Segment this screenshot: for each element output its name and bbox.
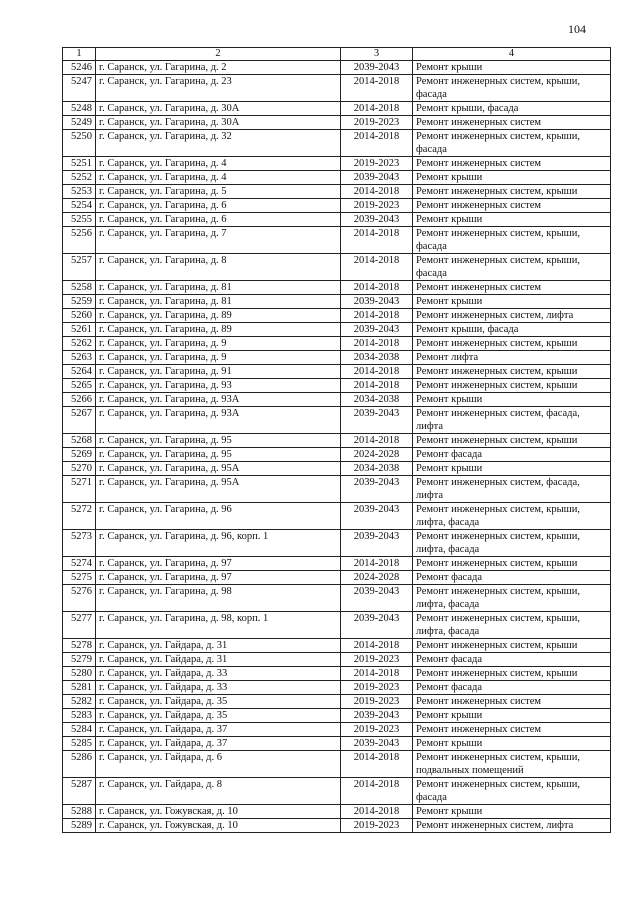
table-row: [63, 61, 611, 75]
work-type-cell: Ремонт крыши: [413, 213, 611, 227]
table-row: [63, 462, 611, 476]
table-row: [63, 681, 611, 695]
table-row: [63, 365, 611, 379]
row-number-cell: 5248: [63, 102, 96, 116]
row-number-cell: 5288: [63, 805, 96, 819]
table-header: [63, 48, 611, 61]
address-cell: г. Саранск, ул. Гайдара, д. 31: [96, 653, 341, 667]
row-number-cell: 5279: [63, 653, 96, 667]
address-cell: г. Саранск, ул. Гагарина, д. 95А: [96, 476, 341, 503]
table-row: [63, 448, 611, 462]
work-type-cell: Ремонт лифта: [413, 351, 611, 365]
table-row: [63, 157, 611, 171]
work-type-cell: Ремонт инженерных систем, крыши, фасада: [413, 75, 611, 102]
table-row: [63, 695, 611, 709]
table-row: [63, 503, 611, 530]
address-cell: г. Саранск, ул. Гагарина, д. 91: [96, 365, 341, 379]
address-cell: г. Саранск, ул. Гагарина, д. 81: [96, 295, 341, 309]
row-number-cell: 5252: [63, 171, 96, 185]
row-number-cell: 5281: [63, 681, 96, 695]
row-number-cell: 5264: [63, 365, 96, 379]
header-col-4: 4: [413, 48, 611, 61]
address-cell: г. Саранск, ул. Гагарина, д. 95А: [96, 462, 341, 476]
period-cell: 2014-2018: [341, 434, 413, 448]
table-row: [63, 476, 611, 503]
work-type-cell: Ремонт фасада: [413, 653, 611, 667]
work-type-cell: Ремонт инженерных систем, крыши, лифта, фасада: [413, 530, 611, 557]
table-row: [63, 185, 611, 199]
work-type-cell: Ремонт инженерных систем, фасада, лифта: [413, 476, 611, 503]
work-type-cell: Ремонт крыши: [413, 295, 611, 309]
address-cell: г. Саранск, ул. Гайдара, д. 8: [96, 778, 341, 805]
row-number-cell: 5246: [63, 61, 96, 75]
table-row: [63, 639, 611, 653]
table-row: [63, 337, 611, 351]
row-number-cell: 5249: [63, 116, 96, 130]
address-cell: г. Саранск, ул. Гайдара, д. 31: [96, 639, 341, 653]
work-type-cell: Ремонт инженерных систем, лифта: [413, 819, 611, 833]
table-row: [63, 393, 611, 407]
row-number-cell: 5260: [63, 309, 96, 323]
work-type-cell: Ремонт инженерных систем, крыши: [413, 557, 611, 571]
row-number-cell: 5257: [63, 254, 96, 281]
row-number-cell: 5280: [63, 667, 96, 681]
work-type-cell: Ремонт инженерных систем, крыши: [413, 337, 611, 351]
period-cell: 2039-2043: [341, 323, 413, 337]
table-row: [63, 75, 611, 102]
row-number-cell: 5272: [63, 503, 96, 530]
table-row: [63, 530, 611, 557]
period-cell: 2014-2018: [341, 227, 413, 254]
work-type-cell: Ремонт инженерных систем: [413, 695, 611, 709]
period-cell: 2014-2018: [341, 639, 413, 653]
work-type-cell: Ремонт фасада: [413, 571, 611, 585]
period-cell: 2024-2028: [341, 448, 413, 462]
table-row: [63, 709, 611, 723]
period-cell: 2039-2043: [341, 612, 413, 639]
work-type-cell: Ремонт инженерных систем, крыши, лифта, фасада: [413, 612, 611, 639]
row-number-cell: 5284: [63, 723, 96, 737]
table-row: [63, 116, 611, 130]
table-row: [63, 199, 611, 213]
table-row: [63, 612, 611, 639]
address-cell: г. Саранск, ул. Гагарина, д. 96, корп. 1: [96, 530, 341, 557]
address-cell: г. Саранск, ул. Гагарина, д. 95: [96, 434, 341, 448]
work-type-cell: Ремонт инженерных систем, фасада, лифта: [413, 407, 611, 434]
period-cell: 2019-2023: [341, 723, 413, 737]
address-cell: г. Саранск, ул. Гагарина, д. 97: [96, 571, 341, 585]
period-cell: 2034-2038: [341, 462, 413, 476]
row-number-cell: 5283: [63, 709, 96, 723]
work-type-cell: Ремонт инженерных систем: [413, 281, 611, 295]
page-number: 104: [568, 22, 586, 36]
row-number-cell: 5265: [63, 379, 96, 393]
period-cell: 2014-2018: [341, 805, 413, 819]
address-cell: г. Саранск, ул. Гагарина, д. 93А: [96, 393, 341, 407]
work-type-cell: Ремонт крыши: [413, 462, 611, 476]
row-number-cell: 5251: [63, 157, 96, 171]
period-cell: 2014-2018: [341, 281, 413, 295]
period-cell: 2014-2018: [341, 75, 413, 102]
address-cell: г. Саранск, ул. Гагарина, д. 89: [96, 309, 341, 323]
address-cell: г. Саранск, ул. Гагарина, д. 89: [96, 323, 341, 337]
work-type-cell: Ремонт инженерных систем, крыши, подвальных помещений: [413, 751, 611, 778]
table-row: [63, 805, 611, 819]
table-row: [63, 102, 611, 116]
repair-schedule-table: [62, 47, 611, 833]
period-cell: 2039-2043: [341, 213, 413, 227]
period-cell: 2039-2043: [341, 503, 413, 530]
address-cell: г. Саранск, ул. Гагарина, д. 6: [96, 213, 341, 227]
row-number-cell: 5267: [63, 407, 96, 434]
row-number-cell: 5255: [63, 213, 96, 227]
row-number-cell: 5258: [63, 281, 96, 295]
row-number-cell: 5285: [63, 737, 96, 751]
table-row: [63, 281, 611, 295]
period-cell: 2014-2018: [341, 309, 413, 323]
period-cell: 2039-2043: [341, 709, 413, 723]
work-type-cell: Ремонт инженерных систем, крыши: [413, 667, 611, 681]
row-number-cell: 5250: [63, 130, 96, 157]
row-number-cell: 5268: [63, 434, 96, 448]
table-row: [63, 723, 611, 737]
header-col-2: 2: [96, 48, 341, 61]
row-number-cell: 5273: [63, 530, 96, 557]
work-type-cell: Ремонт инженерных систем, крыши: [413, 639, 611, 653]
work-type-cell: Ремонт инженерных систем: [413, 116, 611, 130]
address-cell: г. Саранск, ул. Гагарина, д. 30А: [96, 116, 341, 130]
address-cell: г. Саранск, ул. Гагарина, д. 96: [96, 503, 341, 530]
address-cell: г. Саранск, ул. Гагарина, д. 9: [96, 351, 341, 365]
period-cell: 2039-2043: [341, 530, 413, 557]
period-cell: 2039-2043: [341, 737, 413, 751]
work-type-cell: Ремонт инженерных систем, лифта: [413, 309, 611, 323]
table-row: [63, 819, 611, 833]
period-cell: 2039-2043: [341, 61, 413, 75]
work-type-cell: Ремонт инженерных систем, крыши, фасада: [413, 227, 611, 254]
address-cell: г. Саранск, ул. Гагарина, д. 97: [96, 557, 341, 571]
address-cell: г. Саранск, ул. Гагарина, д. 95: [96, 448, 341, 462]
work-type-cell: Ремонт крыши, фасада: [413, 323, 611, 337]
table-row: [63, 227, 611, 254]
address-cell: г. Саранск, ул. Гагарина, д. 98, корп. 1: [96, 612, 341, 639]
table-row: [63, 667, 611, 681]
address-cell: г. Саранск, ул. Гагарина, д. 4: [96, 171, 341, 185]
header-row: [63, 48, 611, 61]
row-number-cell: 5261: [63, 323, 96, 337]
address-cell: г. Саранск, ул. Гагарина, д. 2: [96, 61, 341, 75]
row-number-cell: 5271: [63, 476, 96, 503]
row-number-cell: 5282: [63, 695, 96, 709]
period-cell: 2019-2023: [341, 653, 413, 667]
period-cell: 2014-2018: [341, 557, 413, 571]
table-row: [63, 571, 611, 585]
work-type-cell: Ремонт инженерных систем, крыши, фасада: [413, 130, 611, 157]
address-cell: г. Саранск, ул. Гайдара, д. 35: [96, 709, 341, 723]
address-cell: г. Саранск, ул. Гайдара, д. 6: [96, 751, 341, 778]
row-number-cell: 5278: [63, 639, 96, 653]
address-cell: г. Саранск, ул. Гожувская, д. 10: [96, 805, 341, 819]
table-row: [63, 130, 611, 157]
work-type-cell: Ремонт инженерных систем, крыши, лифта, фасада: [413, 585, 611, 612]
address-cell: г. Саранск, ул. Гагарина, д. 6: [96, 199, 341, 213]
work-type-cell: Ремонт фасада: [413, 681, 611, 695]
work-type-cell: Ремонт инженерных систем, крыши, лифта, фасада: [413, 503, 611, 530]
period-cell: 2019-2023: [341, 819, 413, 833]
address-cell: г. Саранск, ул. Гайдара, д. 33: [96, 681, 341, 695]
address-cell: г. Саранск, ул. Гагарина, д. 23: [96, 75, 341, 102]
table-row: [63, 585, 611, 612]
period-cell: 2014-2018: [341, 751, 413, 778]
work-type-cell: Ремонт крыши, фасада: [413, 102, 611, 116]
work-type-cell: Ремонт инженерных систем: [413, 157, 611, 171]
row-number-cell: 5266: [63, 393, 96, 407]
period-cell: 2014-2018: [341, 102, 413, 116]
period-cell: 2024-2028: [341, 571, 413, 585]
table-row: [63, 778, 611, 805]
address-cell: г. Саранск, ул. Гагарина, д. 30А: [96, 102, 341, 116]
address-cell: г. Саранск, ул. Гагарина, д. 4: [96, 157, 341, 171]
row-number-cell: 5270: [63, 462, 96, 476]
work-type-cell: Ремонт крыши: [413, 393, 611, 407]
work-type-cell: Ремонт инженерных систем, крыши: [413, 365, 611, 379]
work-type-cell: Ремонт крыши: [413, 171, 611, 185]
row-number-cell: 5247: [63, 75, 96, 102]
address-cell: г. Саранск, ул. Гагарина, д. 81: [96, 281, 341, 295]
row-number-cell: 5269: [63, 448, 96, 462]
period-cell: 2039-2043: [341, 476, 413, 503]
work-type-cell: Ремонт инженерных систем, крыши, фасада: [413, 254, 611, 281]
address-cell: г. Саранск, ул. Гагарина, д. 5: [96, 185, 341, 199]
table-body: [63, 61, 611, 833]
period-cell: 2034-2038: [341, 351, 413, 365]
period-cell: 2014-2018: [341, 130, 413, 157]
address-cell: г. Саранск, ул. Гайдара, д. 37: [96, 723, 341, 737]
row-number-cell: 5254: [63, 199, 96, 213]
table-row: [63, 379, 611, 393]
period-cell: 2039-2043: [341, 585, 413, 612]
period-cell: 2019-2023: [341, 157, 413, 171]
table-row: [63, 254, 611, 281]
row-number-cell: 5274: [63, 557, 96, 571]
work-type-cell: Ремонт крыши: [413, 61, 611, 75]
table-row: [63, 213, 611, 227]
work-type-cell: Ремонт инженерных систем, крыши, фасада: [413, 778, 611, 805]
row-number-cell: 5289: [63, 819, 96, 833]
row-number-cell: 5256: [63, 227, 96, 254]
period-cell: 2014-2018: [341, 778, 413, 805]
work-type-cell: Ремонт крыши: [413, 805, 611, 819]
row-number-cell: 5276: [63, 585, 96, 612]
address-cell: г. Саранск, ул. Гагарина, д. 8: [96, 254, 341, 281]
address-cell: г. Саранск, ул. Гагарина, д. 9: [96, 337, 341, 351]
address-cell: г. Саранск, ул. Гайдара, д. 35: [96, 695, 341, 709]
table-row: [63, 751, 611, 778]
period-cell: 2014-2018: [341, 254, 413, 281]
work-type-cell: Ремонт фасада: [413, 448, 611, 462]
address-cell: г. Саранск, ул. Гагарина, д. 7: [96, 227, 341, 254]
table-row: [63, 171, 611, 185]
row-number-cell: 5259: [63, 295, 96, 309]
period-cell: 2014-2018: [341, 365, 413, 379]
address-cell: г. Саранск, ул. Гагарина, д. 93: [96, 379, 341, 393]
row-number-cell: 5263: [63, 351, 96, 365]
row-number-cell: 5262: [63, 337, 96, 351]
address-cell: г. Саранск, ул. Гагарина, д. 93А: [96, 407, 341, 434]
period-cell: 2019-2023: [341, 695, 413, 709]
header-col-3: 3: [341, 48, 413, 61]
period-cell: 2039-2043: [341, 171, 413, 185]
period-cell: 2019-2023: [341, 116, 413, 130]
address-cell: г. Саранск, ул. Гожувская, д. 10: [96, 819, 341, 833]
row-number-cell: 5275: [63, 571, 96, 585]
work-type-cell: Ремонт инженерных систем, крыши: [413, 434, 611, 448]
work-type-cell: Ремонт инженерных систем: [413, 723, 611, 737]
period-cell: 2019-2023: [341, 681, 413, 695]
table-row: [63, 309, 611, 323]
work-type-cell: Ремонт инженерных систем, крыши: [413, 185, 611, 199]
work-type-cell: Ремонт крыши: [413, 709, 611, 723]
work-type-cell: Ремонт крыши: [413, 737, 611, 751]
table-row: [63, 295, 611, 309]
row-number-cell: 5277: [63, 612, 96, 639]
work-type-cell: Ремонт инженерных систем: [413, 199, 611, 213]
period-cell: 2019-2023: [341, 199, 413, 213]
row-number-cell: 5287: [63, 778, 96, 805]
table-row: [63, 653, 611, 667]
period-cell: 2034-2038: [341, 393, 413, 407]
table-row: [63, 737, 611, 751]
table-row: [63, 323, 611, 337]
period-cell: 2014-2018: [341, 667, 413, 681]
period-cell: 2014-2018: [341, 379, 413, 393]
address-cell: г. Саранск, ул. Гайдара, д. 33: [96, 667, 341, 681]
row-number-cell: 5253: [63, 185, 96, 199]
address-cell: г. Саранск, ул. Гагарина, д. 98: [96, 585, 341, 612]
address-cell: г. Саранск, ул. Гайдара, д. 37: [96, 737, 341, 751]
period-cell: 2014-2018: [341, 185, 413, 199]
table-row: [63, 434, 611, 448]
address-cell: г. Саранск, ул. Гагарина, д. 32: [96, 130, 341, 157]
table-row: [63, 557, 611, 571]
header-col-1: 1: [63, 48, 96, 61]
period-cell: 2039-2043: [341, 407, 413, 434]
table-row: [63, 351, 611, 365]
period-cell: 2039-2043: [341, 295, 413, 309]
table-row: [63, 407, 611, 434]
period-cell: 2014-2018: [341, 337, 413, 351]
work-type-cell: Ремонт инженерных систем, крыши: [413, 379, 611, 393]
row-number-cell: 5286: [63, 751, 96, 778]
